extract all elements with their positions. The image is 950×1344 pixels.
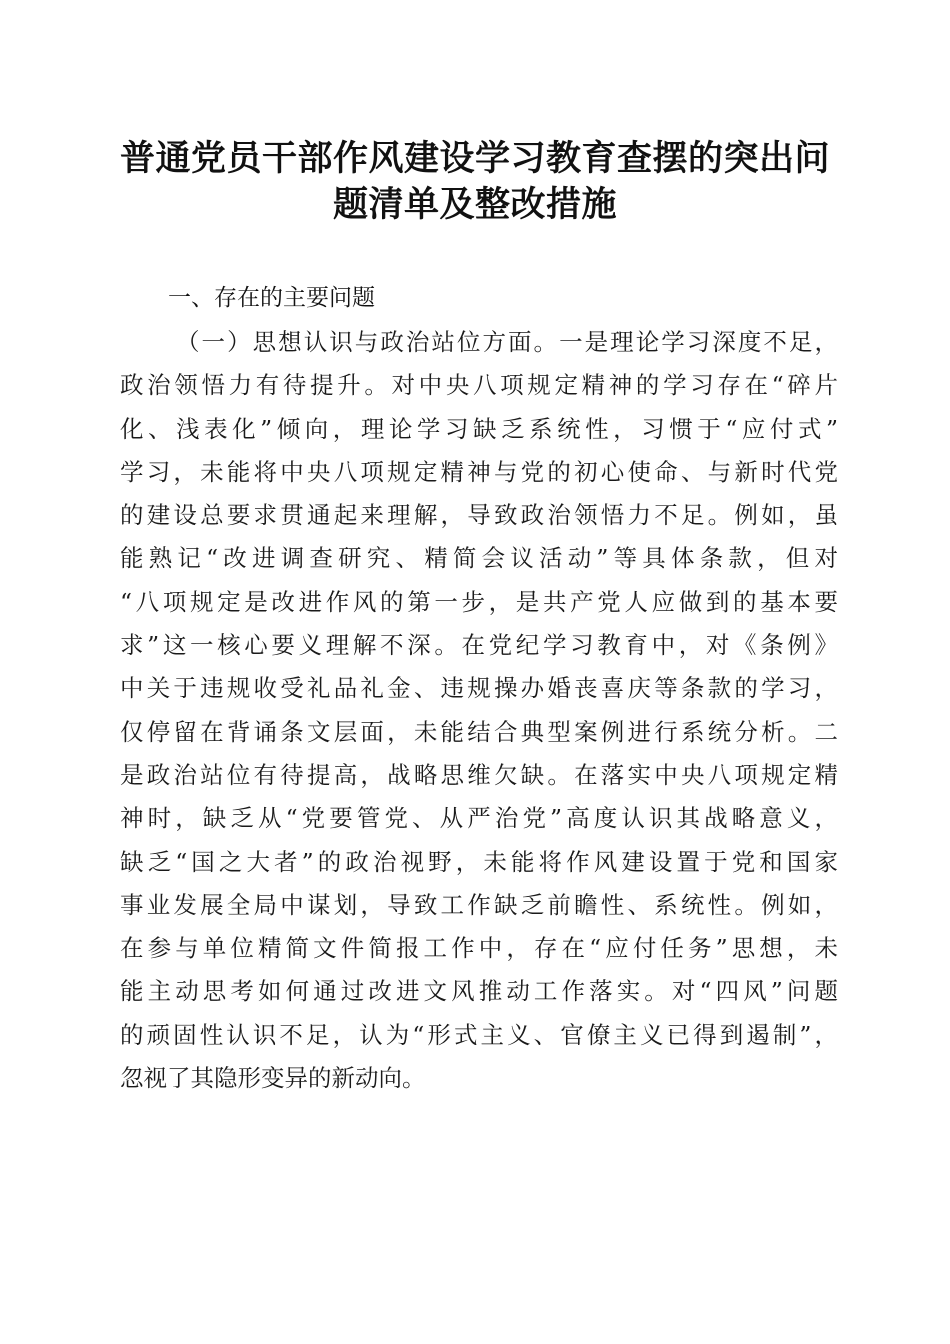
paragraph-line: 中关于违规收受礼品礼金、违规操办婚丧喜庆等条款的学习，: [120, 674, 838, 703]
paragraph-line: 事业发展全局中谋划，导致工作缺乏前瞻性、系统性。例如，: [120, 890, 838, 919]
paragraph-body: [120, 321, 838, 1100]
paragraph-line: 化、浅表化”倾向，理论学习缺乏系统性，习惯于“应付式”: [120, 414, 838, 443]
paragraph-line: 是政治站位有待提高，战略思维欠缺。在落实中央八项规定精: [120, 760, 838, 789]
paragraph-line: （一）思想认识与政治站位方面。一是理论学习深度不足，: [176, 328, 838, 356]
paragraph-line: 缺乏“国之大者”的政治视野，未能将作风建设置于党和国家: [120, 847, 838, 876]
paragraph-line: 学习，未能将中央八项规定精神与党的初心使命、与新时代党: [120, 457, 838, 486]
paragraph-line: 的建设总要求贯通起来理解，导致政治领悟力不足。例如，虽: [120, 501, 838, 530]
document-title: [100, 136, 850, 228]
paragraph-line: 求”这一核心要义理解不深。在党纪学习教育中，对《条例》: [120, 631, 838, 660]
paragraph-line: “八项规定是改进作风的第一步，是共产党人应做到的基本要: [120, 587, 838, 616]
title-line-1: 普通党员干部作风建设学习教育查摆的突出问: [119, 138, 830, 179]
paragraph-line: 在参与单位精简文件简报工作中，存在“应付任务”思想，未: [120, 934, 838, 963]
paragraph-line: 的顽固性认识不足，认为“形式主义、官僚主义已得到遏制”，: [120, 1020, 838, 1049]
section-heading: 一、存在的主要问题: [168, 285, 375, 311]
title-line-2: 题清单及整改措施: [332, 184, 617, 225]
paragraph-line: 神时，缺乏从“党要管党、从严治党”高度认识其战略意义，: [120, 804, 838, 833]
paragraph-line: 能主动思考如何通过改进文风推动工作落实。对“四风”问题: [120, 977, 838, 1006]
paragraph-line: 政治领悟力有待提升。对中央八项规定精神的学习存在“碎片: [120, 371, 838, 400]
paragraph-line: 能熟记“改进调查研究、精简会议活动”等具体条款，但对: [120, 544, 838, 573]
paragraph-line: 忽视了其隐形变异的新动向。: [120, 1064, 426, 1093]
paragraph-line: 仅停留在背诵条文层面，未能结合典型案例进行系统分析。二: [120, 717, 838, 746]
